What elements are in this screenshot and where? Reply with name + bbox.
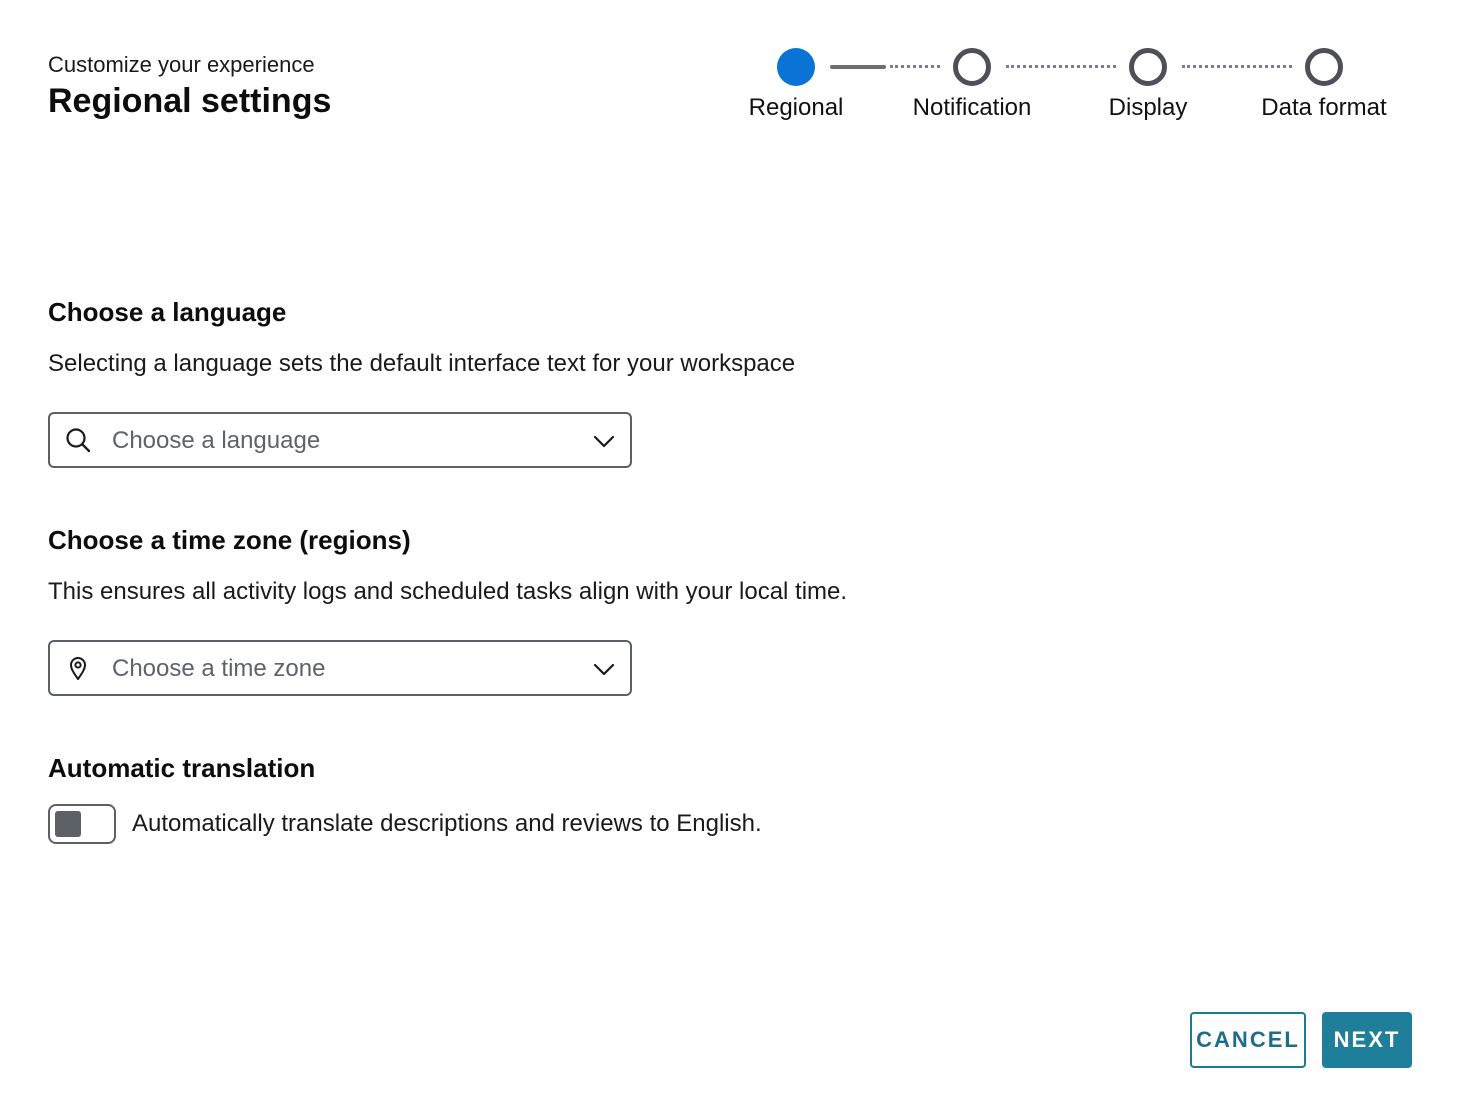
toggle-knob <box>55 811 81 837</box>
step-label-notification: Notification <box>912 94 1032 121</box>
map-pin-icon <box>64 654 92 682</box>
language-section-description: Selecting a language sets the default interface text for your workspace <box>48 350 796 377</box>
step-dot-data-format[interactable] <box>1305 48 1343 86</box>
step-dot-display[interactable] <box>1129 48 1167 86</box>
auto-translate-label[interactable]: Automatically translate descriptions and reviews to English. <box>132 810 762 837</box>
language-select-placeholder: Choose a language <box>112 427 321 454</box>
step-label-data-format: Data format <box>1261 94 1387 121</box>
step-dot-notification[interactable] <box>953 48 991 86</box>
auto-translate-toggle[interactable] <box>48 804 116 844</box>
step-dot-regional[interactable] <box>777 48 815 86</box>
timezone-select[interactable] <box>48 640 632 696</box>
next-button[interactable]: NEXT <box>1322 1012 1412 1068</box>
step-label-regional: Regional <box>748 94 844 121</box>
timezone-section-description: This ensures all activity logs and scheduled tasks align with your local time. <box>48 578 848 605</box>
stepper-connector-1-completed <box>830 65 886 69</box>
step-label-display: Display <box>1108 94 1188 121</box>
chevron-down-icon <box>592 430 616 454</box>
language-select[interactable] <box>48 412 632 468</box>
timezone-select-placeholder: Choose a time zone <box>112 655 326 682</box>
stepper-connector-1-pending <box>890 65 940 68</box>
stepper-connector-3 <box>1182 65 1292 68</box>
progress-stepper <box>730 44 1420 134</box>
page-eyebrow: Customize your experience <box>48 52 315 77</box>
language-section-title: Choose a language <box>48 297 287 327</box>
translation-section-title: Automatic translation <box>48 753 316 783</box>
chevron-down-icon <box>592 658 616 682</box>
timezone-section-title: Choose a time zone (regions) <box>48 525 411 555</box>
cancel-button[interactable]: CANCEL <box>1190 1012 1306 1068</box>
stepper-connector-2 <box>1006 65 1116 68</box>
page-title: Regional settings <box>48 82 332 120</box>
search-icon <box>64 426 92 454</box>
